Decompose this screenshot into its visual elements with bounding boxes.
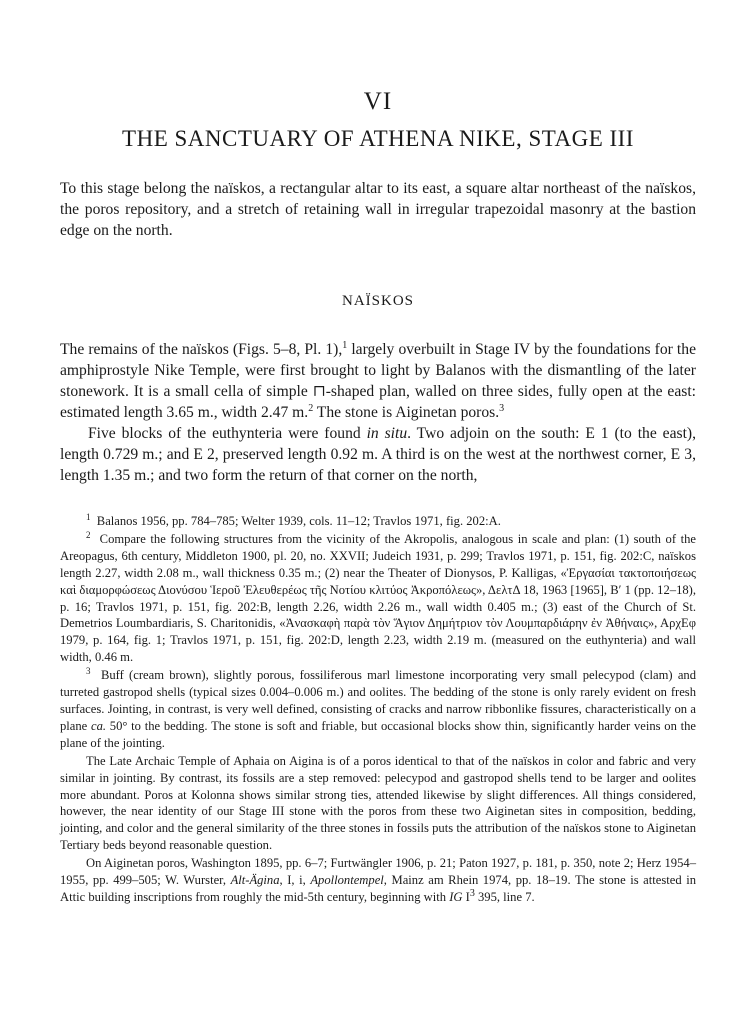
footnote-mark: 2 [86, 529, 91, 540]
superscript: 3 [469, 887, 475, 899]
footnote-text: , I, i, [279, 873, 311, 888]
body-text-run: The stone is Aiginetan poros. [313, 404, 500, 421]
footnote-mark: 3 [86, 665, 91, 676]
footnote-3 [60, 667, 696, 752]
footnote-3-paragraph-3 [60, 855, 696, 906]
italic-term: IG [449, 889, 463, 904]
italic-term: Alt-Ägina [230, 873, 280, 888]
body-paragraph-2 [60, 423, 696, 486]
body-text-run: The remains of the naïskos (Figs. 5–8, Pl. 1), [60, 341, 343, 358]
footnote-ref[interactable]: 2 [308, 402, 314, 414]
section-heading: NAÏSKOS [341, 293, 414, 309]
footnote-mark: 1 [86, 511, 91, 522]
footnote-text: , Mainz am Rhein 1974, pp. 18–19. The stone is attested in Attic building inscriptions from roughly the mid-5th century, beginning with [60, 873, 696, 904]
body-text-run: . Two adjoin on the south: E 1 (to the east), length 0.729 m.; and E 2, preserved length 0.92 m. A third is on the west at the northwest corner, E 3, length 1.35 m.; and two form the return of that corner on the north, [60, 425, 696, 484]
footnote-text: I [462, 889, 470, 904]
body-text [60, 339, 696, 486]
italic-term: in situ [366, 425, 408, 442]
footnote-ref[interactable]: 1 [342, 339, 348, 351]
italic-term: ca. [91, 718, 107, 733]
footnote-text: On Aiginetan poros, Washington 1895, pp. 6–7; Furtwängler 1906, p. 21; Paton 1927, p. 181, p. 350, note 2; Herz 1954–1955, pp. 499–505; W. Wurster, [60, 856, 696, 888]
footnote-ref[interactable]: 3 [499, 402, 505, 414]
footnote-text: Buff (cream brown), slightly porous, fossiliferous marl limestone incorporating very small pelecypod (clam) and turreted gastropod shells (typical sizes 0.004–0.006 m.) and oolites. The bedding of the stone is only rarely evident on fresh surfaces. Jointing, in contrast, is very well defined, consisting of cracks and narrow ribbonlike fissures, characteristically on a plane [60, 668, 697, 733]
footnote-3-paragraph-2: The Late Archaic Temple of Aphaia on Aigina is of a poros identical to that of the naïskos in color and fabric and very similar in jointing. By contrast, its fossils are a step removed: pelecypod and gastropod shells tend to be larger and oolites more abundant. Poros at Kolonna shows similar strong ties, attended likewise by slight differences. All things considered, however, the near identity of our Stage III stone with the poros from these two Aiginetan sites in composition, bedding, jointing, and color and the general similarity of the three stones in fossils puts the attribution of the naïskos stone to Aiginetan Tertiary beds beyond reasonable question. [60, 753, 696, 853]
footnotes [60, 513, 696, 907]
italic-term: Apollontempel [310, 873, 384, 888]
intro-paragraph: To this stage belong the naïskos, a rectangular altar to its east, a square altar northeast of the naïskos, the poros repository, and a stretch of retaining wall in irregular trapezoidal masonry at the bastion edge on the north. [60, 180, 696, 239]
footnote-2 [60, 531, 696, 666]
footnote-text: 50° to the bedding. The stone is soft and friable, but occasional blocks show thin, significantly harder veins on the plane of the jointing. [60, 718, 696, 750]
body-paragraph-1 [60, 339, 696, 423]
footnote-text: Compare the following structures from the vicinity of the Akropolis, analogous in scale and plan: (1) south of the Areopagus, 6th century, Middleton 1900, pl. 20, no. XXVII; Judeich 1931, p. 299; Travlos 1971, p. 151, fig. 202:C, naïskos length 2.27, width 2.08 m., wall thickness 0.35 m.; (2) near the Theater of Dionysos, P. Kalligas, «Ἐργασίαι τακτοποιήσεως καὶ διαμορφώσεως Διονύσου Ἱεροῦ Ἐλευθερέως τῆς Νοτίου κλιτύος Ἀκροπόλεως», ΔελτΔ 18, 1963 [1965], Β′ 1 (pp. 12–18), p. 16; Travlos 1971, p. 151, fig. 202:B, length 2.26, width 2.26 m., wall width 0.405 m.; (3) east of the Church of St. Demetrios Loumbardiaris, S. Charitonidis, «Ἀνασκαφὴ παρὰ τὸν Ἅγιον Δημήτριον τὸν Λουμπαρδιάρην ἐν Ἀθήναις», ΑρχΕφ 1979, p. 164, fig. 1; Travlos 1971, p. 151, fig. 202:D, length 2.23, width 2.19 m. (measured on the euthynteria) and wall width, 0.46 m. [60, 531, 696, 665]
body-text-run: Five blocks of the euthynteria were found [88, 425, 367, 442]
chapter-title: THE SANCTUARY OF ATHENA NIKE, STAGE III [122, 126, 634, 151]
chapter-number: VI [363, 88, 393, 115]
body-text-run: largely overbuilt in Stage IV by the foundations for the amphiprostyle Nike Temple, were first brought to light by Balanos with the dismantling of the later stonework. It is a small cella of simple ⊓-shaped plan, walled on three sides, fully open at the east: estimated length 3.65 m., width 2.47 m. [60, 341, 696, 421]
footnote-text: Balanos 1956, pp. 784–785; Welter 1939, cols. 11–12; Travlos 1971, fig. 202:A. [96, 514, 501, 528]
footnote-text: 395, line 7. [474, 889, 535, 904]
footnote-1 [60, 513, 696, 530]
